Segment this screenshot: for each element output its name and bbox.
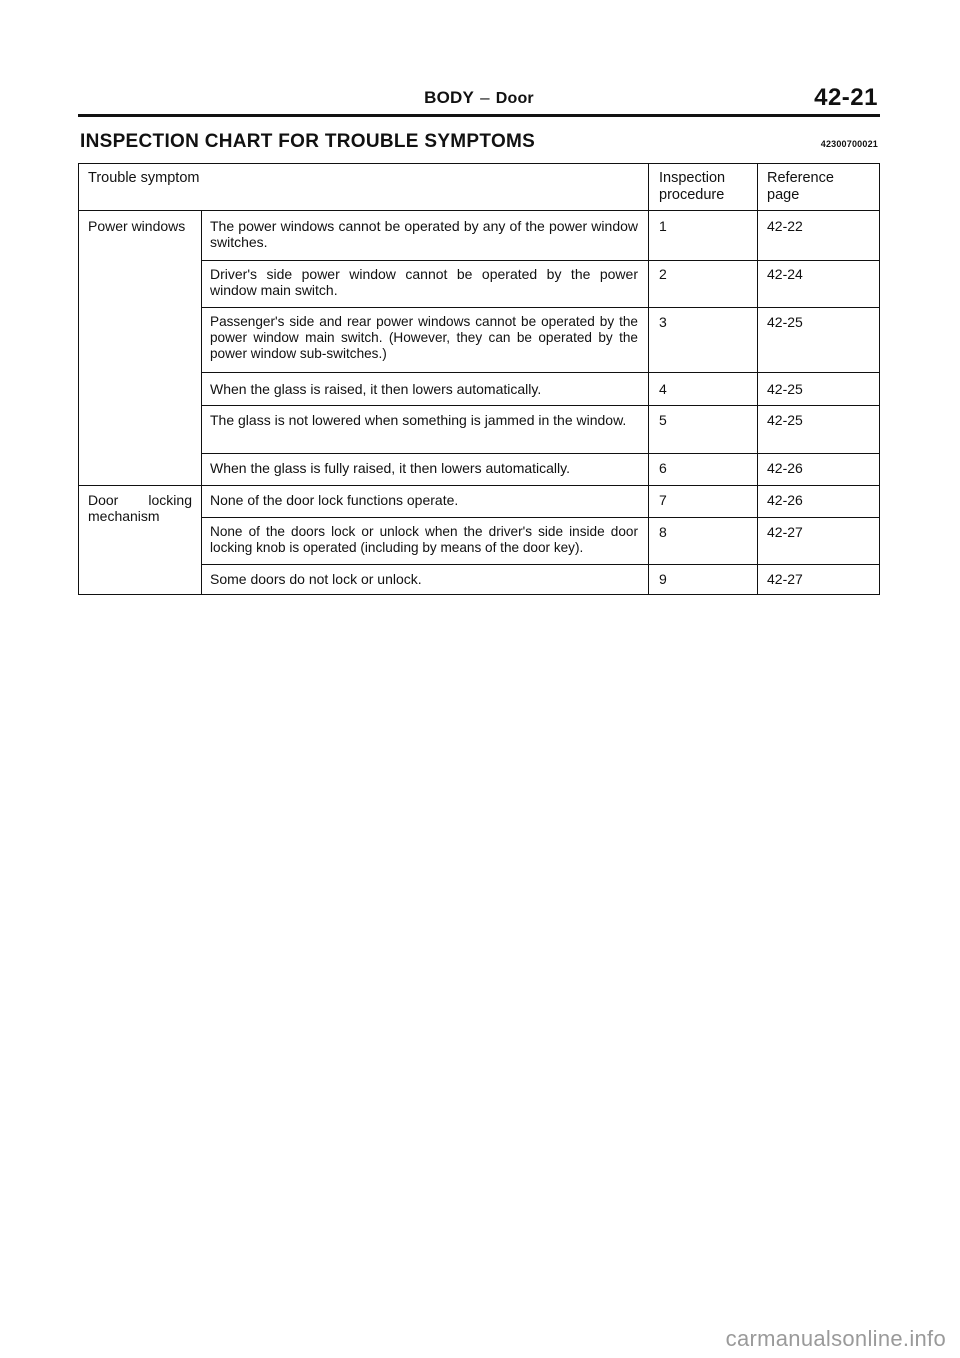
symptom-text: Passenger's side and rear power windows cannot be operated by the power window main switch. (However, they can be operated by the power window sub-switches.) xyxy=(210,314,638,361)
symptom-text: Some doors do not lock or unlock. xyxy=(210,571,422,587)
reference-page: 42-25 xyxy=(767,412,803,428)
col-divider-procedure xyxy=(648,164,649,594)
group-divider xyxy=(79,485,879,486)
header-dash: – xyxy=(480,88,490,107)
reference-page: 42-22 xyxy=(767,218,803,234)
row-divider xyxy=(201,517,879,518)
column-header-procedure: Inspection procedure xyxy=(659,170,726,203)
reference-page: 42-26 xyxy=(767,492,803,508)
procedure-number: 7 xyxy=(659,492,667,508)
chart-title: INSPECTION CHART FOR TROUBLE SYMPTOMS xyxy=(80,131,536,152)
reference-page: 42-25 xyxy=(767,381,803,397)
symptom-text: When the glass is fully raised, it then lowers automatically. xyxy=(210,460,571,476)
column-header-reference: Reference page xyxy=(767,170,834,203)
document-code: 42300700021 xyxy=(820,139,878,149)
symptom-text: The glass is not lowered when something is jammed in the window. xyxy=(210,412,627,428)
symptom-text: The power windows cannot be operated by any of the power window switches. xyxy=(210,218,638,250)
header-section: BODY xyxy=(424,88,475,107)
procedure-number: 4 xyxy=(659,381,667,397)
row-divider xyxy=(201,260,879,261)
symptom-text: Driver's side power window cannot be operated by the power window main switch. xyxy=(210,266,638,298)
symptom-text: None of the doors lock or unlock when the driver's side inside door locking knob is operated (including by means of the door key). xyxy=(210,524,638,555)
header-section-title xyxy=(78,88,880,108)
procedure-number: 6 xyxy=(659,460,667,476)
reference-page: 42-26 xyxy=(767,460,803,476)
procedure-number: 5 xyxy=(659,412,667,428)
procedure-number: 2 xyxy=(659,266,667,282)
procedure-number: 8 xyxy=(659,524,667,540)
row-divider xyxy=(201,564,879,565)
page-header xyxy=(78,84,880,114)
group-label-power-windows: Power windows xyxy=(88,218,186,234)
col-divider-reference xyxy=(757,164,758,594)
reference-page: 42-27 xyxy=(767,571,803,587)
symptom-text: None of the door lock functions operate. xyxy=(210,492,459,508)
symptom-text: When the glass is raised, it then lowers automatically. xyxy=(210,381,542,397)
header-rule xyxy=(78,114,880,117)
reference-page: 42-25 xyxy=(767,314,803,330)
row-divider xyxy=(201,405,879,406)
group-label-door-locking: Door locking mechanism xyxy=(88,492,192,524)
column-header-symptom: Trouble symptom xyxy=(88,170,200,186)
inspection-chart-table xyxy=(78,163,880,595)
header-divider xyxy=(79,210,879,211)
reference-page: 42-27 xyxy=(767,524,803,540)
col-divider-group xyxy=(201,210,202,594)
procedure-number: 1 xyxy=(659,218,667,234)
row-divider xyxy=(201,453,879,454)
procedure-number: 9 xyxy=(659,571,667,587)
row-divider xyxy=(201,372,879,373)
page-number: 42-21 xyxy=(814,84,878,111)
watermark: carmanualsonline.info xyxy=(725,1326,946,1351)
procedure-number: 3 xyxy=(659,314,667,330)
header-subsection: Door xyxy=(495,90,534,107)
reference-page: 42-24 xyxy=(767,266,803,282)
row-divider xyxy=(201,307,879,308)
